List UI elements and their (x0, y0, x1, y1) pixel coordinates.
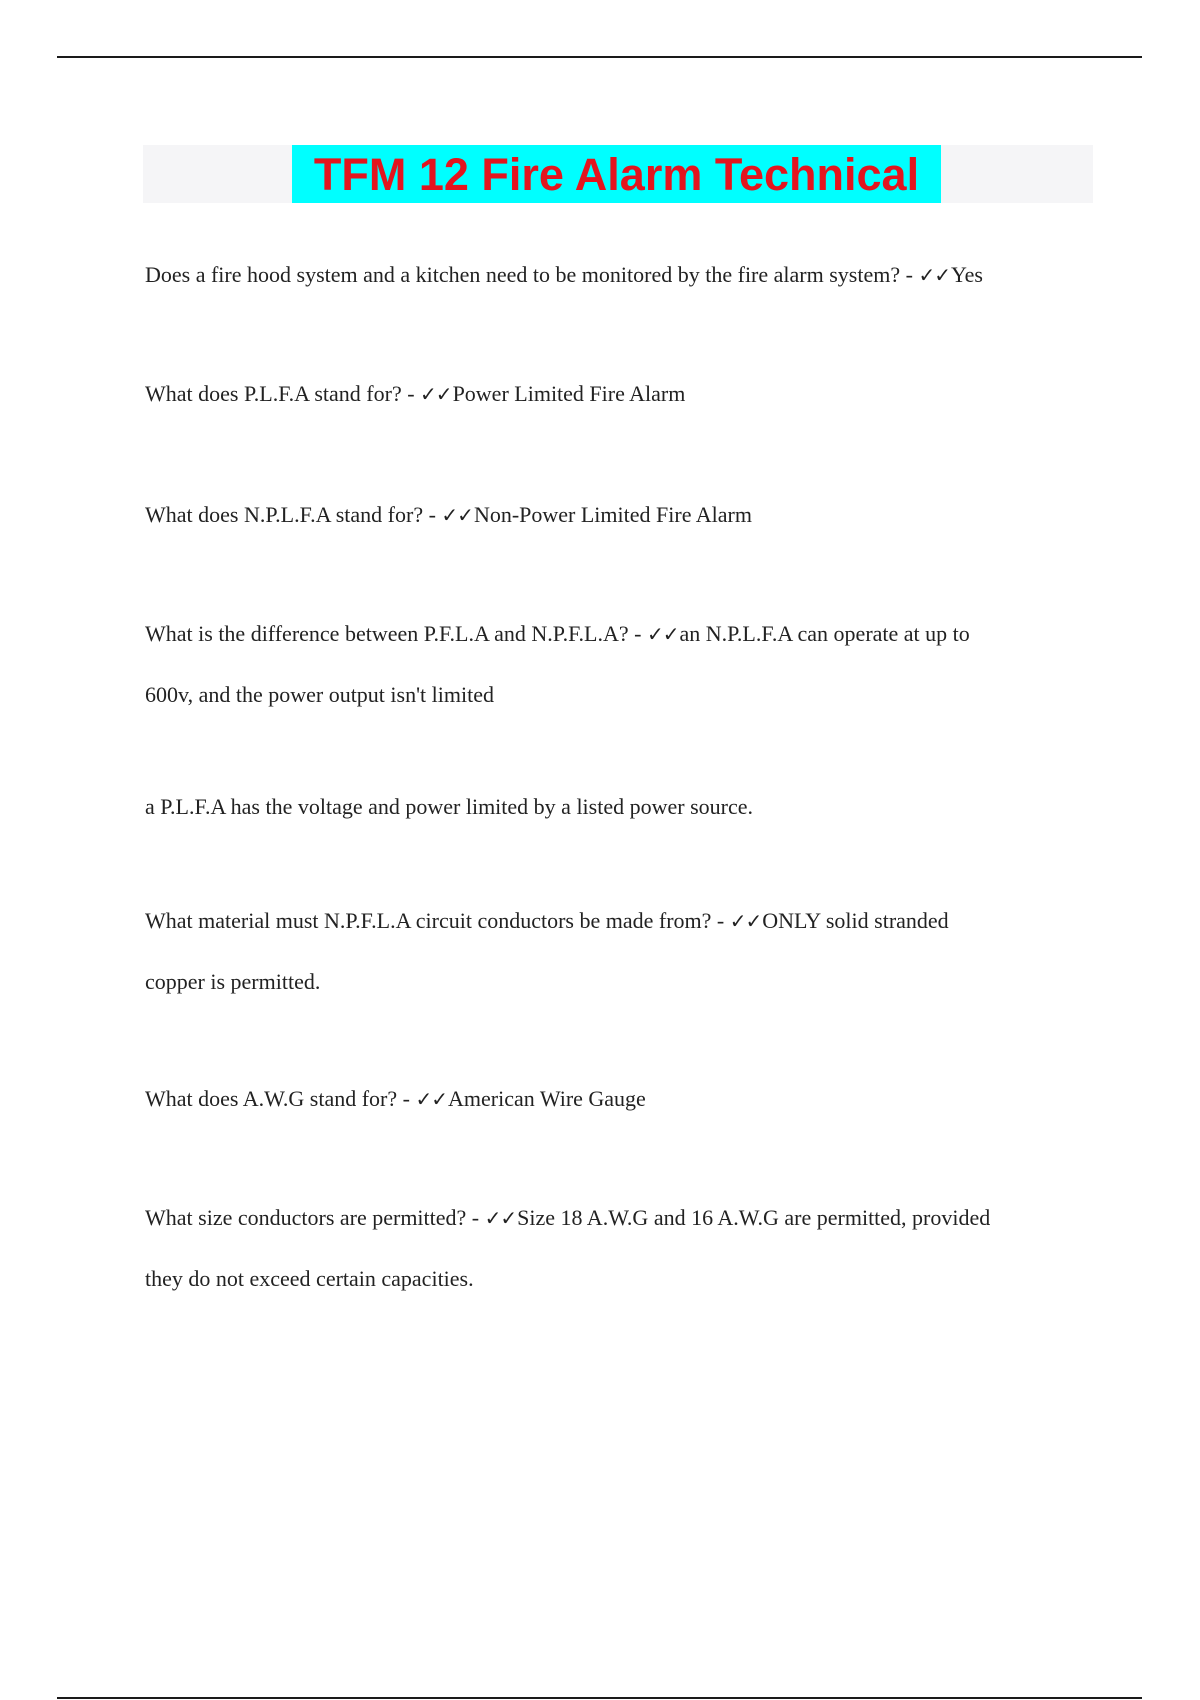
double-check-icon: ✓✓ (484, 1206, 517, 1230)
qa-item-1 (145, 245, 983, 305)
double-check-icon: ✓✓ (918, 263, 950, 287)
double-check-icon: ✓✓ (420, 382, 452, 406)
answer-text: an N.P.L.F.A can operate at up to (679, 621, 970, 646)
answer-text: they do not exceed certain capacities. (145, 1266, 474, 1291)
footer-rule (57, 1697, 1142, 1699)
qa-item-6 (145, 891, 949, 951)
answer-text: copper is permitted. (145, 969, 321, 994)
answer-text: Non-Power Limited Fire Alarm (473, 502, 752, 527)
answer-text: Yes (950, 262, 983, 287)
answer-text: 600v, and the power output isn't limited (145, 682, 494, 707)
qa-item-4 (145, 604, 970, 664)
qa-item-4-continuation (145, 665, 494, 725)
answer-text: Size 18 A.W.G and 16 A.W.G are permitted, provided (517, 1205, 991, 1230)
header-rule (57, 56, 1142, 58)
title-highlight (292, 145, 941, 203)
double-check-icon: ✓✓ (441, 503, 473, 527)
qa-item-3 (145, 485, 752, 545)
question-text: What is the difference between P.F.L.A and N.P.F.L.A? - (145, 621, 642, 646)
qa-item-8 (145, 1188, 990, 1248)
question-text: What size conductors are permitted? - (145, 1205, 480, 1230)
question-text: What does N.P.L.F.A stand for? - (145, 502, 436, 527)
answer-text: American Wire Gauge (447, 1086, 646, 1111)
answer-text: a P.L.F.A has the voltage and power limited by a listed power source. (145, 794, 753, 819)
qa-item-8-continuation (145, 1249, 474, 1309)
question-text: What does P.L.F.A stand for? - (145, 381, 415, 406)
document-title: TFM 12 Fire Alarm Technical (313, 148, 920, 200)
double-check-icon: ✓✓ (729, 909, 762, 933)
question-text: Does a fire hood system and a kitchen need to be monitored by the fire alarm system? - (145, 262, 913, 287)
double-check-icon: ✓✓ (646, 622, 679, 646)
answer-text: ONLY solid stranded (762, 908, 949, 933)
qa-item-7 (145, 1069, 646, 1129)
qa-item-2 (145, 364, 685, 424)
double-check-icon: ✓✓ (415, 1087, 447, 1111)
qa-item-6-continuation (145, 952, 320, 1012)
question-text: What material must N.P.F.L.A circuit conductors be made from? - (145, 908, 725, 933)
qa-item-5 (145, 777, 753, 837)
question-text: What does A.W.G stand for? - (145, 1086, 410, 1111)
answer-text: Power Limited Fire Alarm (452, 381, 686, 406)
